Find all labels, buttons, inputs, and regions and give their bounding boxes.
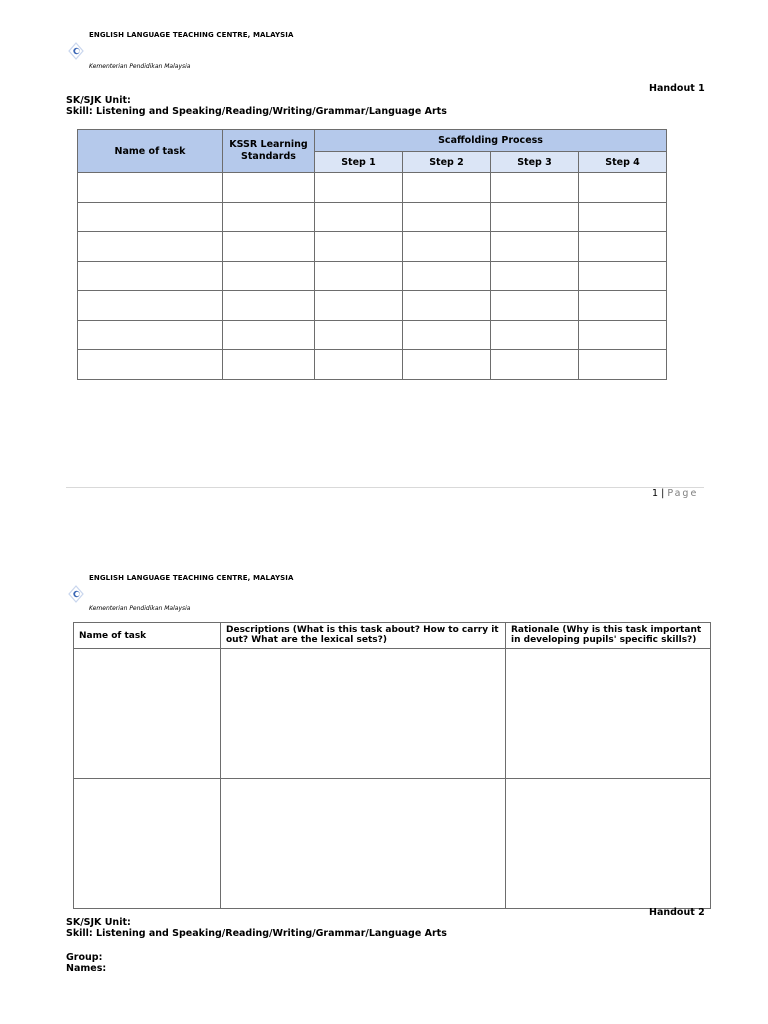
table-row (74, 649, 711, 779)
table-cell[interactable] (491, 232, 579, 262)
table-row (78, 320, 667, 350)
page-separator: | (661, 488, 665, 499)
skill-label: Skill: Listening and Speaking/Reading/Writing/Grammar/Language Arts (66, 106, 447, 117)
table-cell[interactable] (315, 350, 403, 380)
table-cell[interactable] (223, 202, 315, 232)
table-cell[interactable] (78, 261, 223, 291)
table-cell[interactable] (579, 261, 667, 291)
table-cell[interactable] (315, 232, 403, 262)
table-cell[interactable] (403, 173, 491, 203)
table-row (78, 232, 667, 262)
table-cell[interactable] (491, 320, 579, 350)
table-cell[interactable] (491, 173, 579, 203)
handout-label: Handout 1 (649, 83, 705, 94)
header-step-4: Step 4 (579, 152, 667, 173)
table-cell[interactable] (491, 261, 579, 291)
table-cell[interactable] (78, 173, 223, 203)
table-cell[interactable] (223, 320, 315, 350)
table-row (78, 173, 667, 203)
table-cell[interactable] (223, 350, 315, 380)
group-label: Group: (66, 952, 103, 963)
table-cell[interactable] (403, 291, 491, 321)
header-name-of-task: Name of task (78, 130, 223, 173)
table-cell[interactable] (223, 232, 315, 262)
page-number (652, 488, 698, 499)
unit-label-2: SK/SJK Unit: (66, 917, 131, 928)
table-cell[interactable] (74, 779, 221, 909)
footer-divider (66, 487, 704, 488)
table-cell[interactable] (315, 261, 403, 291)
table-cell[interactable] (403, 261, 491, 291)
table-cell[interactable] (223, 173, 315, 203)
unit-label: SK/SJK Unit: (66, 95, 131, 106)
table-cell[interactable] (315, 291, 403, 321)
header-kssr-standards: KSSR Learning Standards (223, 130, 315, 173)
names-label: Names: (66, 963, 107, 974)
table-cell[interactable] (403, 350, 491, 380)
org-name: ENGLISH LANGUAGE TEACHING CENTRE, MALAYSIA (89, 31, 294, 39)
header-step-1: Step 1 (315, 152, 403, 173)
table-row (78, 261, 667, 291)
table-cell[interactable] (579, 173, 667, 203)
table-cell[interactable] (221, 779, 506, 909)
org-name-2: ENGLISH LANGUAGE TEACHING CENTRE, MALAYSIA (89, 574, 294, 582)
table-cell[interactable] (579, 232, 667, 262)
header-scaffolding-process: Scaffolding Process (315, 130, 667, 152)
table-cell[interactable] (403, 202, 491, 232)
table-cell[interactable] (579, 202, 667, 232)
table-cell[interactable] (491, 291, 579, 321)
eltc-logo-icon (68, 585, 84, 603)
eltc-logo-icon (68, 42, 84, 60)
table-cell[interactable] (223, 291, 315, 321)
ministry-name-2: Kementerian Pendidikan Malaysia (89, 605, 191, 612)
skill-label-2: Skill: Listening and Speaking/Reading/Writing/Grammar/Language Arts (66, 928, 447, 939)
table-cell[interactable] (315, 173, 403, 203)
header-step-3: Step 3 (491, 152, 579, 173)
table-cell[interactable] (223, 261, 315, 291)
header-step-2: Step 2 (403, 152, 491, 173)
table-cell[interactable] (221, 649, 506, 779)
table-row (78, 202, 667, 232)
table-cell[interactable] (403, 320, 491, 350)
table-cell[interactable] (78, 350, 223, 380)
task-description-table (73, 622, 711, 909)
table-cell[interactable] (78, 202, 223, 232)
table-cell[interactable] (78, 232, 223, 262)
header-name-of-task-2: Name of task (74, 623, 221, 649)
table-cell[interactable] (315, 320, 403, 350)
table-cell[interactable] (579, 320, 667, 350)
table-cell[interactable] (506, 649, 711, 779)
table-row (78, 291, 667, 321)
page-word: Page (667, 488, 699, 499)
table-cell[interactable] (78, 291, 223, 321)
table-cell[interactable] (315, 202, 403, 232)
table-cell[interactable] (491, 202, 579, 232)
handout-label-2: Handout 2 (649, 907, 705, 918)
ministry-name: Kementerian Pendidikan Malaysia (89, 63, 191, 70)
table-cell[interactable] (579, 350, 667, 380)
page-number-value: 1 (652, 488, 659, 499)
table-cell[interactable] (579, 291, 667, 321)
table-cell[interactable] (74, 649, 221, 779)
scaffolding-table (77, 129, 667, 380)
table-cell[interactable] (506, 779, 711, 909)
table-cell[interactable] (403, 232, 491, 262)
table-row (78, 350, 667, 380)
table-row (74, 779, 711, 909)
header-descriptions: Descriptions (What is this task about? How to carry it out? What are the lexical sets?) (221, 623, 506, 649)
table-cell[interactable] (78, 320, 223, 350)
header-rationale: Rationale (Why is this task important in developing pupils' specific skills?) (506, 623, 711, 649)
table-cell[interactable] (491, 350, 579, 380)
